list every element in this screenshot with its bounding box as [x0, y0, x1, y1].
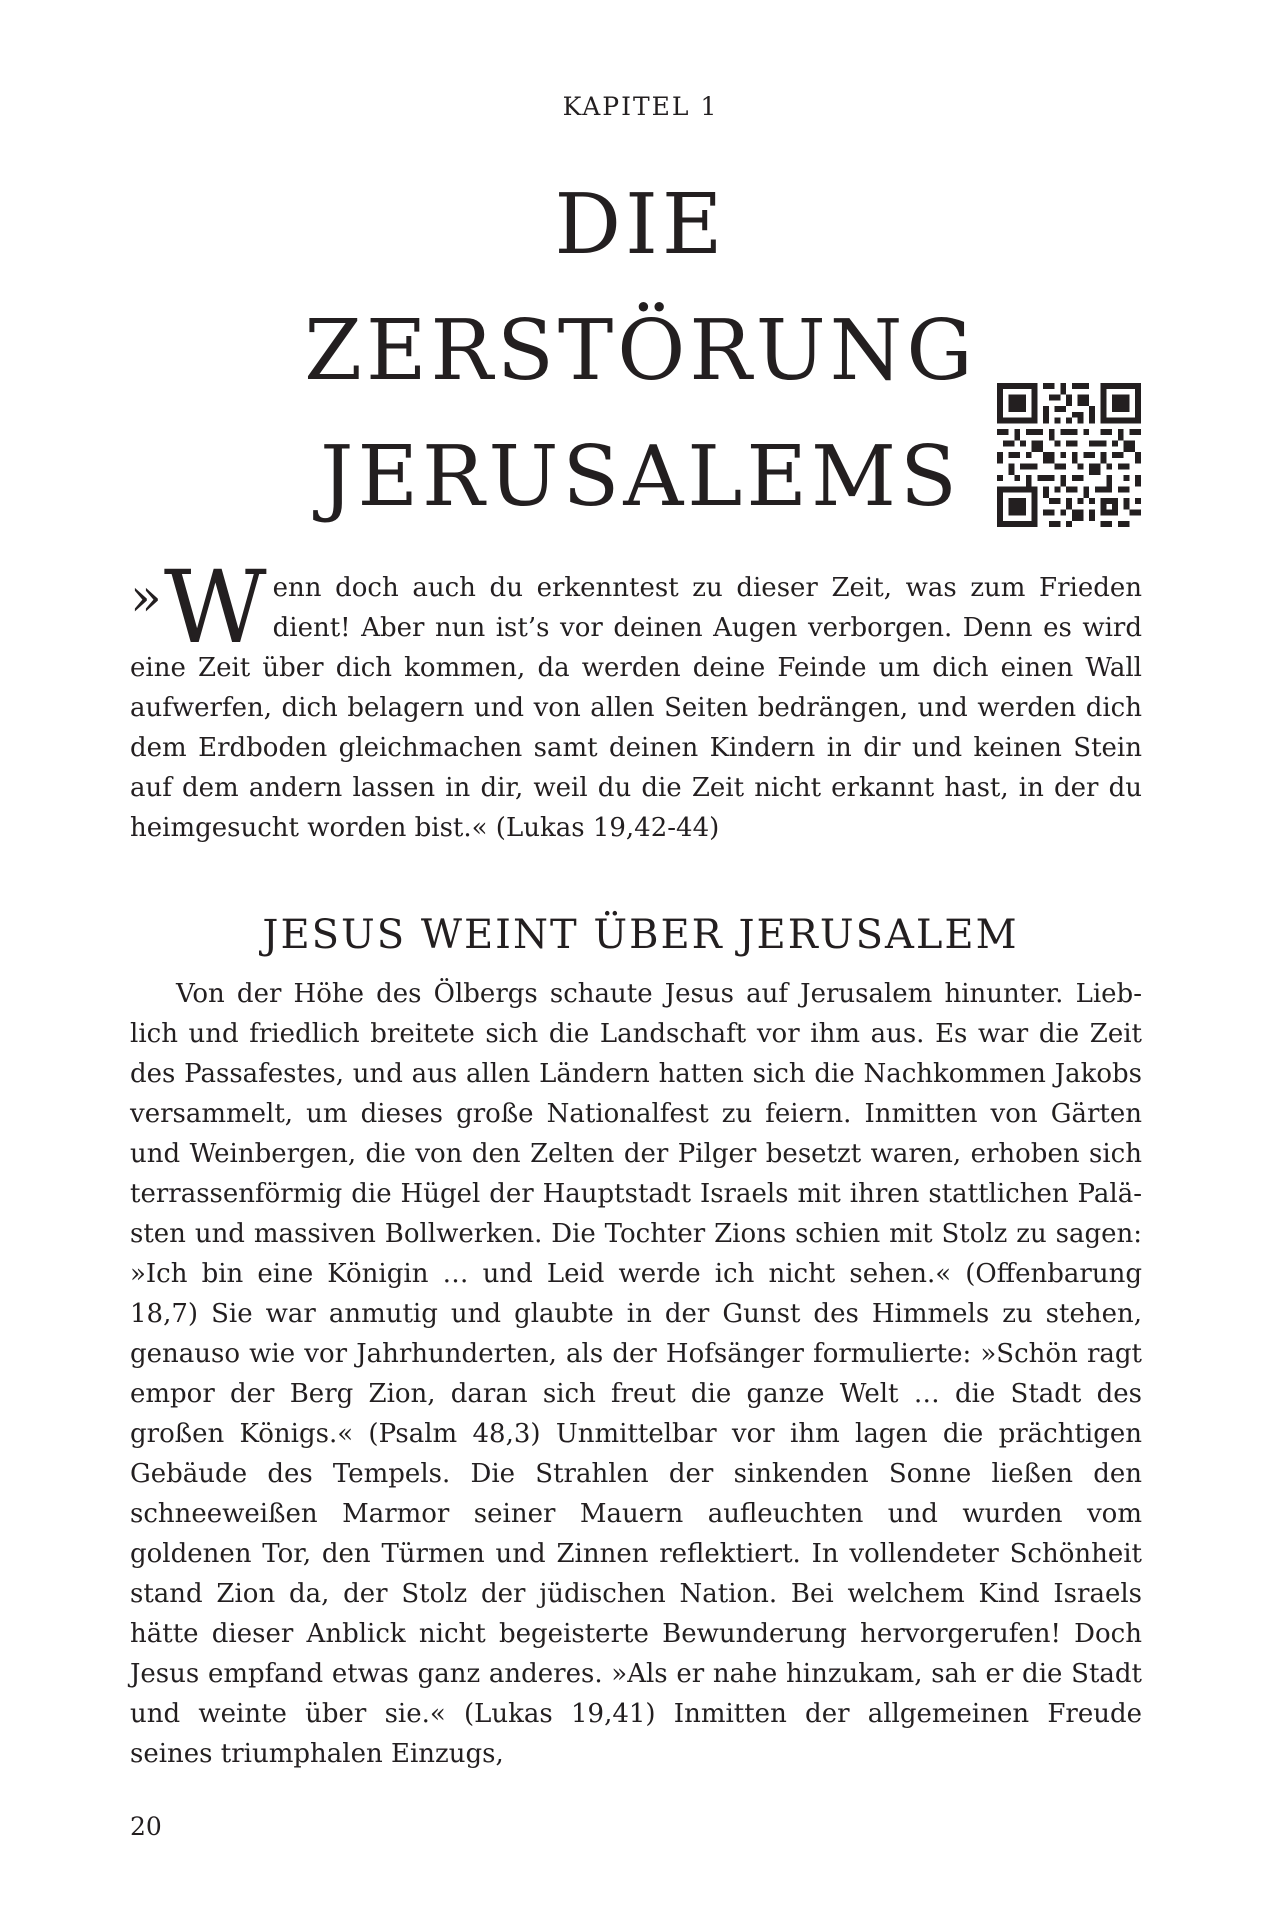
page-number: 20 — [130, 1812, 162, 1841]
section-body — [130, 974, 1142, 1774]
quote-open-mark: » — [130, 568, 162, 628]
qr-code-icon — [997, 383, 1141, 527]
section-heading: JESUS WEINT ÜBER JERUSALEM — [262, 912, 1019, 958]
dropcap: W — [163, 549, 267, 666]
body-paragraph: Von der Höhe des Ölbergs schaute Jesus auf Jerusalem hinunter. Lieblich und friedlich breitete sich die Landschaft vor ihm aus. Es war die Zeit des Passafestes, und aus allen Ländern hatten sich die Nachkommen Jakobs versammelt, um dieses große Nationalfest zu feiern. Inmitten von Gärten und Weinbergen, die von den Zelten der Pilger besetzt waren, erhoben sich terrassenförmig die Hügel der Hauptstadt Israels mit ihren stattlichen Palästen und massiven Bollwerken. Die Tochter Zions schien mit Stolz zu sagen: »Ich bin eine Königin … und Leid werde ich nicht sehen.« (Offenbarung 18,7) Sie war anmutig und glaubte in der Gunst des Himmels zu stehen, genauso wie vor Jahrhunderten, als der Hofsänger formulierte: »Schön ragt empor der Berg Zion, daran sich freut die ganze Welt … die Stadt des großen Königs.« (Psalm 48,3) Unmittelbar vor ihm lagen die prächtigen Gebäude des Tempels. Die Strahlen der sinkenden Sonne ließen den schneeweißen Marmor seiner Mauern aufleuchten und wurden vom goldenen Tor, den Türmen und Zinnen reflektiert. In vollendeter Schönheit stand Zion da, der Stolz der jüdischen Nation. Bei welchem Kind Israels hätte dieser Anblick nicht begeisterte Bewunderung hervorgerufen! Doch Jesus empfand etwas ganz anderes. »Als er nahe hinzukam, sah er die Stadt und weinte über sie.« (Lukas 19,41) Inmitten der allgemeinen Freude seines triumphalen Einzugs, — [130, 979, 1142, 1769]
chapter-title: DIE ZERSTÖRUNG JERUSALEMS — [304, 176, 977, 525]
quote-text: enn doch auch du erkenntest zu dieser Zeit, was zum Frieden dient! Aber nun ist’s vor deinen Augen verborgen. Denn es wird eine Zeit über dich kommen, da werden deine Feinde um dich einen Wall aufwerfen, dich belagern und von allen Seiten bedrängen, und werden dich dem Erdboden gleichmachen samt deinen Kindern in dir und keinen Stein auf dem andern lassen in dir, weil du die Zeit nicht erkannt hast, in der du heimgesucht worden bist.« (Lukas 19,42-44) — [130, 573, 1142, 843]
intro-quote — [130, 549, 1142, 848]
chapter-label: KAPITEL 1 — [562, 92, 719, 121]
